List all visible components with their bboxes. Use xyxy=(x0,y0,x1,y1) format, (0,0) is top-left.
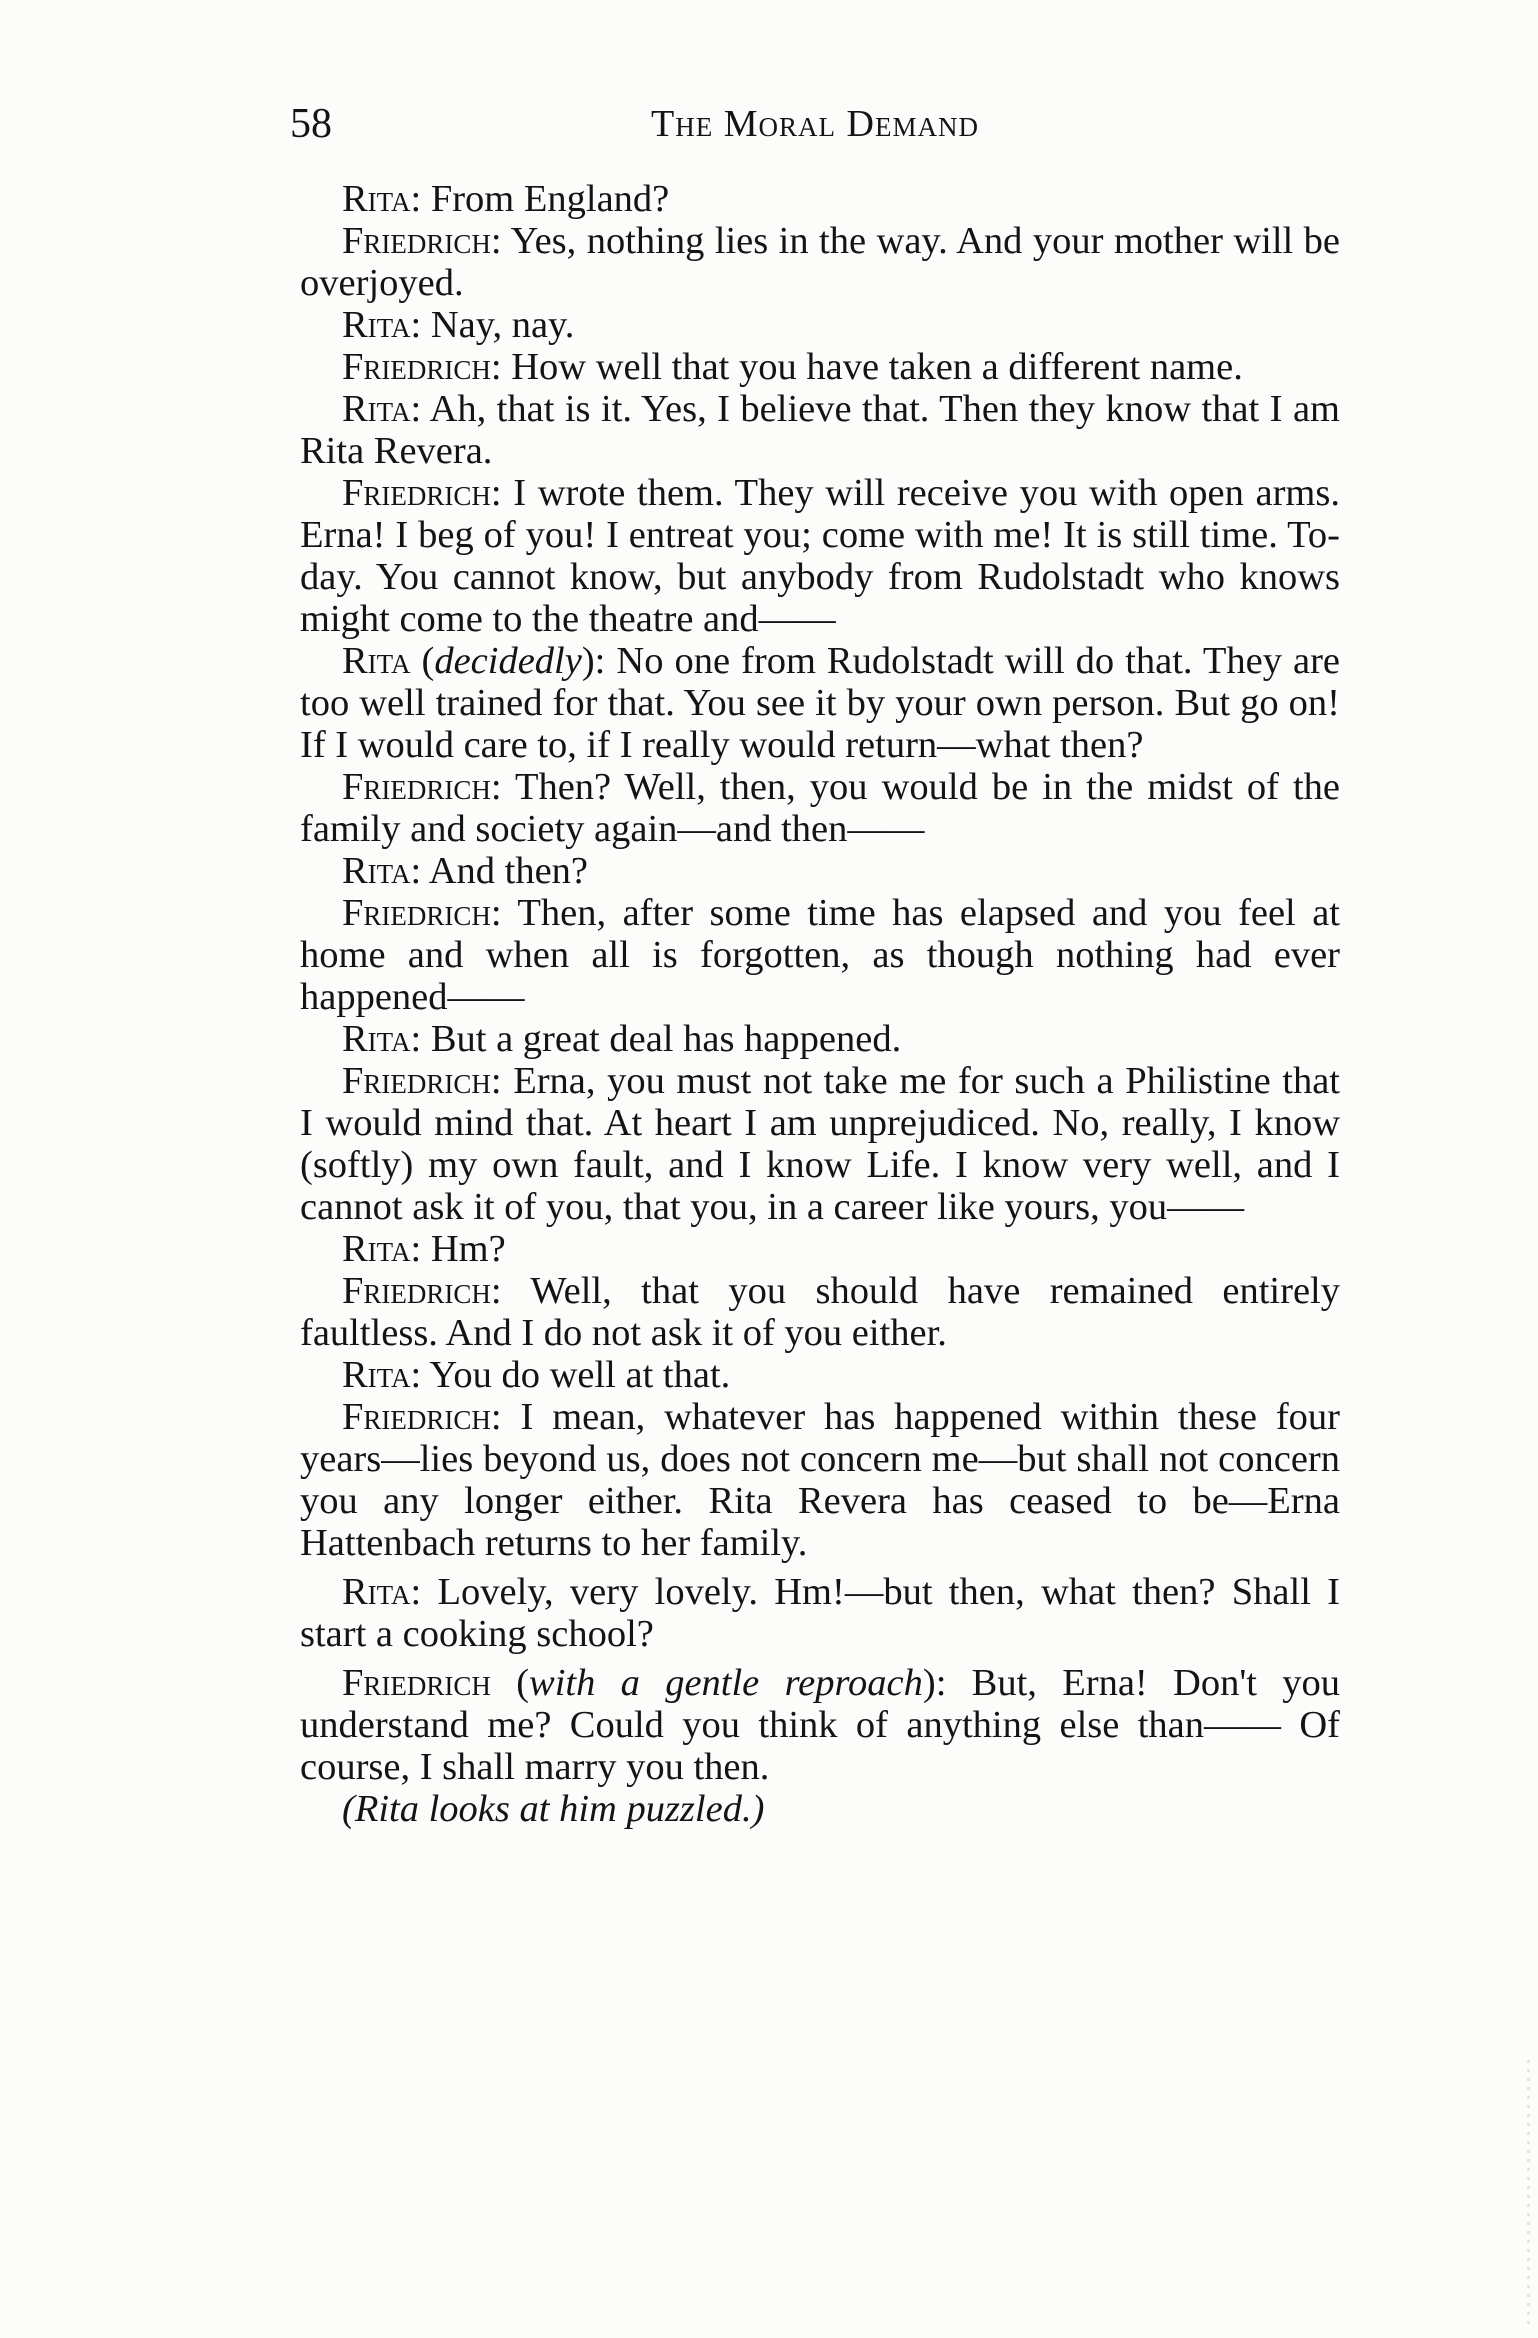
line-text: You do well at that. xyxy=(421,1354,731,1396)
dialogue-line: Rita: Ah, that is it. Yes, I believe that. Then they know that I am Rita Revera. xyxy=(300,388,1340,472)
speaker-name: Rita xyxy=(342,304,411,346)
dialogue-line: Rita (decidedly): No one from Rudolstadt will do that. They are too well trained for that. You see it by your own person. But go on! If I would care to, if I really would return—what then? xyxy=(300,640,1340,766)
speaker-name: Rita xyxy=(342,1018,411,1060)
dialogue-body xyxy=(300,178,1340,1830)
dialogue-line: Friedrich: Then, after some time has elapsed and you feel at home and when all is forgotten, as though nothing had ever happened—— xyxy=(300,892,1340,1018)
line-text: But a great deal has happened. xyxy=(421,1018,902,1060)
line-text: But, Erna! Don't you understand me? Could you think of anything else than—— Of course, I shall marry you then. xyxy=(300,1662,1340,1788)
dialogue-line: Friedrich: I wrote them. They will receive you with open arms. Erna! I beg of you! I entreat you; come with me! It is still time. To-day. You cannot know, but anybody from Rudolstadt who knows might come to the theatre and—— xyxy=(300,472,1340,640)
speaker-name: Friedrich xyxy=(342,892,491,934)
dialogue-line: Rita: Nay, nay. xyxy=(342,304,575,346)
line-text: Well, that you should have remained entirely faultless. And I do not ask it of you either. xyxy=(300,1270,1340,1354)
dialogue-line: Friedrich: I mean, whatever has happened within these four years—lies beyond us, does not concern me—but shall not concern you any longer either. Rita Revera has ceased to be—Erna Hattenbach returns to her family. xyxy=(300,1396,1340,1564)
speaker-name: Friedrich xyxy=(342,472,491,514)
line-text: Erna, you must not take me for such a Philistine that I would mind that. At heart I am unprejudiced. No, really, I know (softly) my own fault, and I know Life. I know very well, and I cannot ask it of you, that you, in a career like yours, you—— xyxy=(300,1060,1340,1228)
speaker-name: Rita xyxy=(342,1354,411,1396)
dialogue-line: Friedrich (with a gentle reproach): But, Erna! Don't you understand me? Could you think of anything else than—— Of course, I shall marry you then. xyxy=(300,1662,1340,1788)
scan-edge-artifact xyxy=(1527,2060,1530,2330)
line-text: And then? xyxy=(421,850,589,892)
line-text: How well that you have taken a different name. xyxy=(501,346,1243,388)
dialogue-line: Rita: And then? xyxy=(342,850,589,892)
speaker-name: Rita xyxy=(342,850,411,892)
dialogue-line: Rita: But a great deal has happened. xyxy=(342,1018,902,1060)
speaker-name: Friedrich xyxy=(342,1396,491,1438)
speaker-name: Friedrich xyxy=(342,1060,491,1102)
closing-stage-direction: (Rita looks at him puzzled.) xyxy=(342,1788,765,1830)
line-text: I mean, whatever has happened within these four years—lies beyond us, does not concern me—but shall not concern you any longer either. Rita Revera has ceased to be—Erna Hattenbach returns to her family. xyxy=(300,1396,1340,1564)
page-number: 58 xyxy=(290,101,332,147)
speaker-name: Friedrich xyxy=(342,220,491,262)
line-text: Then, after some time has elapsed and you feel at home and when all is forgotten, as though nothing had ever happened—— xyxy=(300,892,1340,1018)
speaker-name: Friedrich xyxy=(342,1662,491,1704)
speaker-name: Rita xyxy=(342,178,411,220)
line-text: Then? Well, then, you would be in the midst of the family and society again—and then—— xyxy=(300,766,1340,850)
line-text: Ah, that is it. Yes, I believe that. Then they know that I am Rita Revera. xyxy=(300,388,1340,472)
line-text: Yes, nothing lies in the way. And your mother will be overjoyed. xyxy=(300,220,1340,304)
speaker-name: Friedrich xyxy=(342,346,491,388)
line-text: Hm? xyxy=(421,1228,506,1270)
dialogue-line: Friedrich: Then? Well, then, you would be in the midst of the family and society again—and then—— xyxy=(300,766,1340,850)
dialogue-line: Friedrich: How well that you have taken a different name. xyxy=(342,346,1243,388)
stage-direction: with a gentle reproach xyxy=(529,1662,923,1704)
dialogue-line: Rita: From England? xyxy=(342,178,670,220)
line-text: Lovely, very lovely. Hm!—but then, what then? Shall I start a cooking school? xyxy=(300,1571,1340,1655)
speaker-name: Friedrich xyxy=(342,1270,491,1312)
dialogue-line: Friedrich: Erna, you must not take me for such a Philistine that I would mind that. At heart I am unprejudiced. No, really, I know (softly) my own fault, and I know Life. I know very well, and I cannot ask it of you, that you, in a career like yours, you—— xyxy=(300,1060,1340,1228)
speaker-name: Rita xyxy=(342,388,411,430)
line-text: From England? xyxy=(421,178,670,220)
line-text: Nay, nay. xyxy=(421,304,575,346)
dialogue-line: Rita: Hm? xyxy=(342,1228,506,1270)
dialogue-line: Friedrich: Well, that you should have remained entirely faultless. And I do not ask it of you either. xyxy=(300,1270,1340,1354)
dialogue-line: Friedrich: Yes, nothing lies in the way. And your mother will be overjoyed. xyxy=(300,220,1340,304)
line-text: I wrote them. They will receive you with open arms. Erna! I beg of you! I entreat you; come with me! It is still time. To-day. You cannot know, but anybody from Rudolstadt who knows might come to the theatre and—— xyxy=(300,472,1340,640)
speaker-name: Rita xyxy=(342,640,411,682)
dialogue-line: Rita: Lovely, very lovely. Hm!—but then, what then? Shall I start a cooking school? xyxy=(300,1571,1340,1655)
line-text: No one from Rudolstadt will do that. They are too well trained for that. You see it by your own person. But go on! If I would care to, if I really would return—what then? xyxy=(300,640,1340,766)
stage-direction: decidedly xyxy=(434,640,582,682)
speaker-name: Rita xyxy=(342,1228,411,1270)
speaker-name: Rita xyxy=(342,1571,411,1613)
speaker-name: Friedrich xyxy=(342,766,491,808)
dialogue-line: Rita: You do well at that. xyxy=(342,1354,731,1396)
page-header xyxy=(290,94,1340,154)
running-title: The Moral Demand xyxy=(651,103,979,145)
